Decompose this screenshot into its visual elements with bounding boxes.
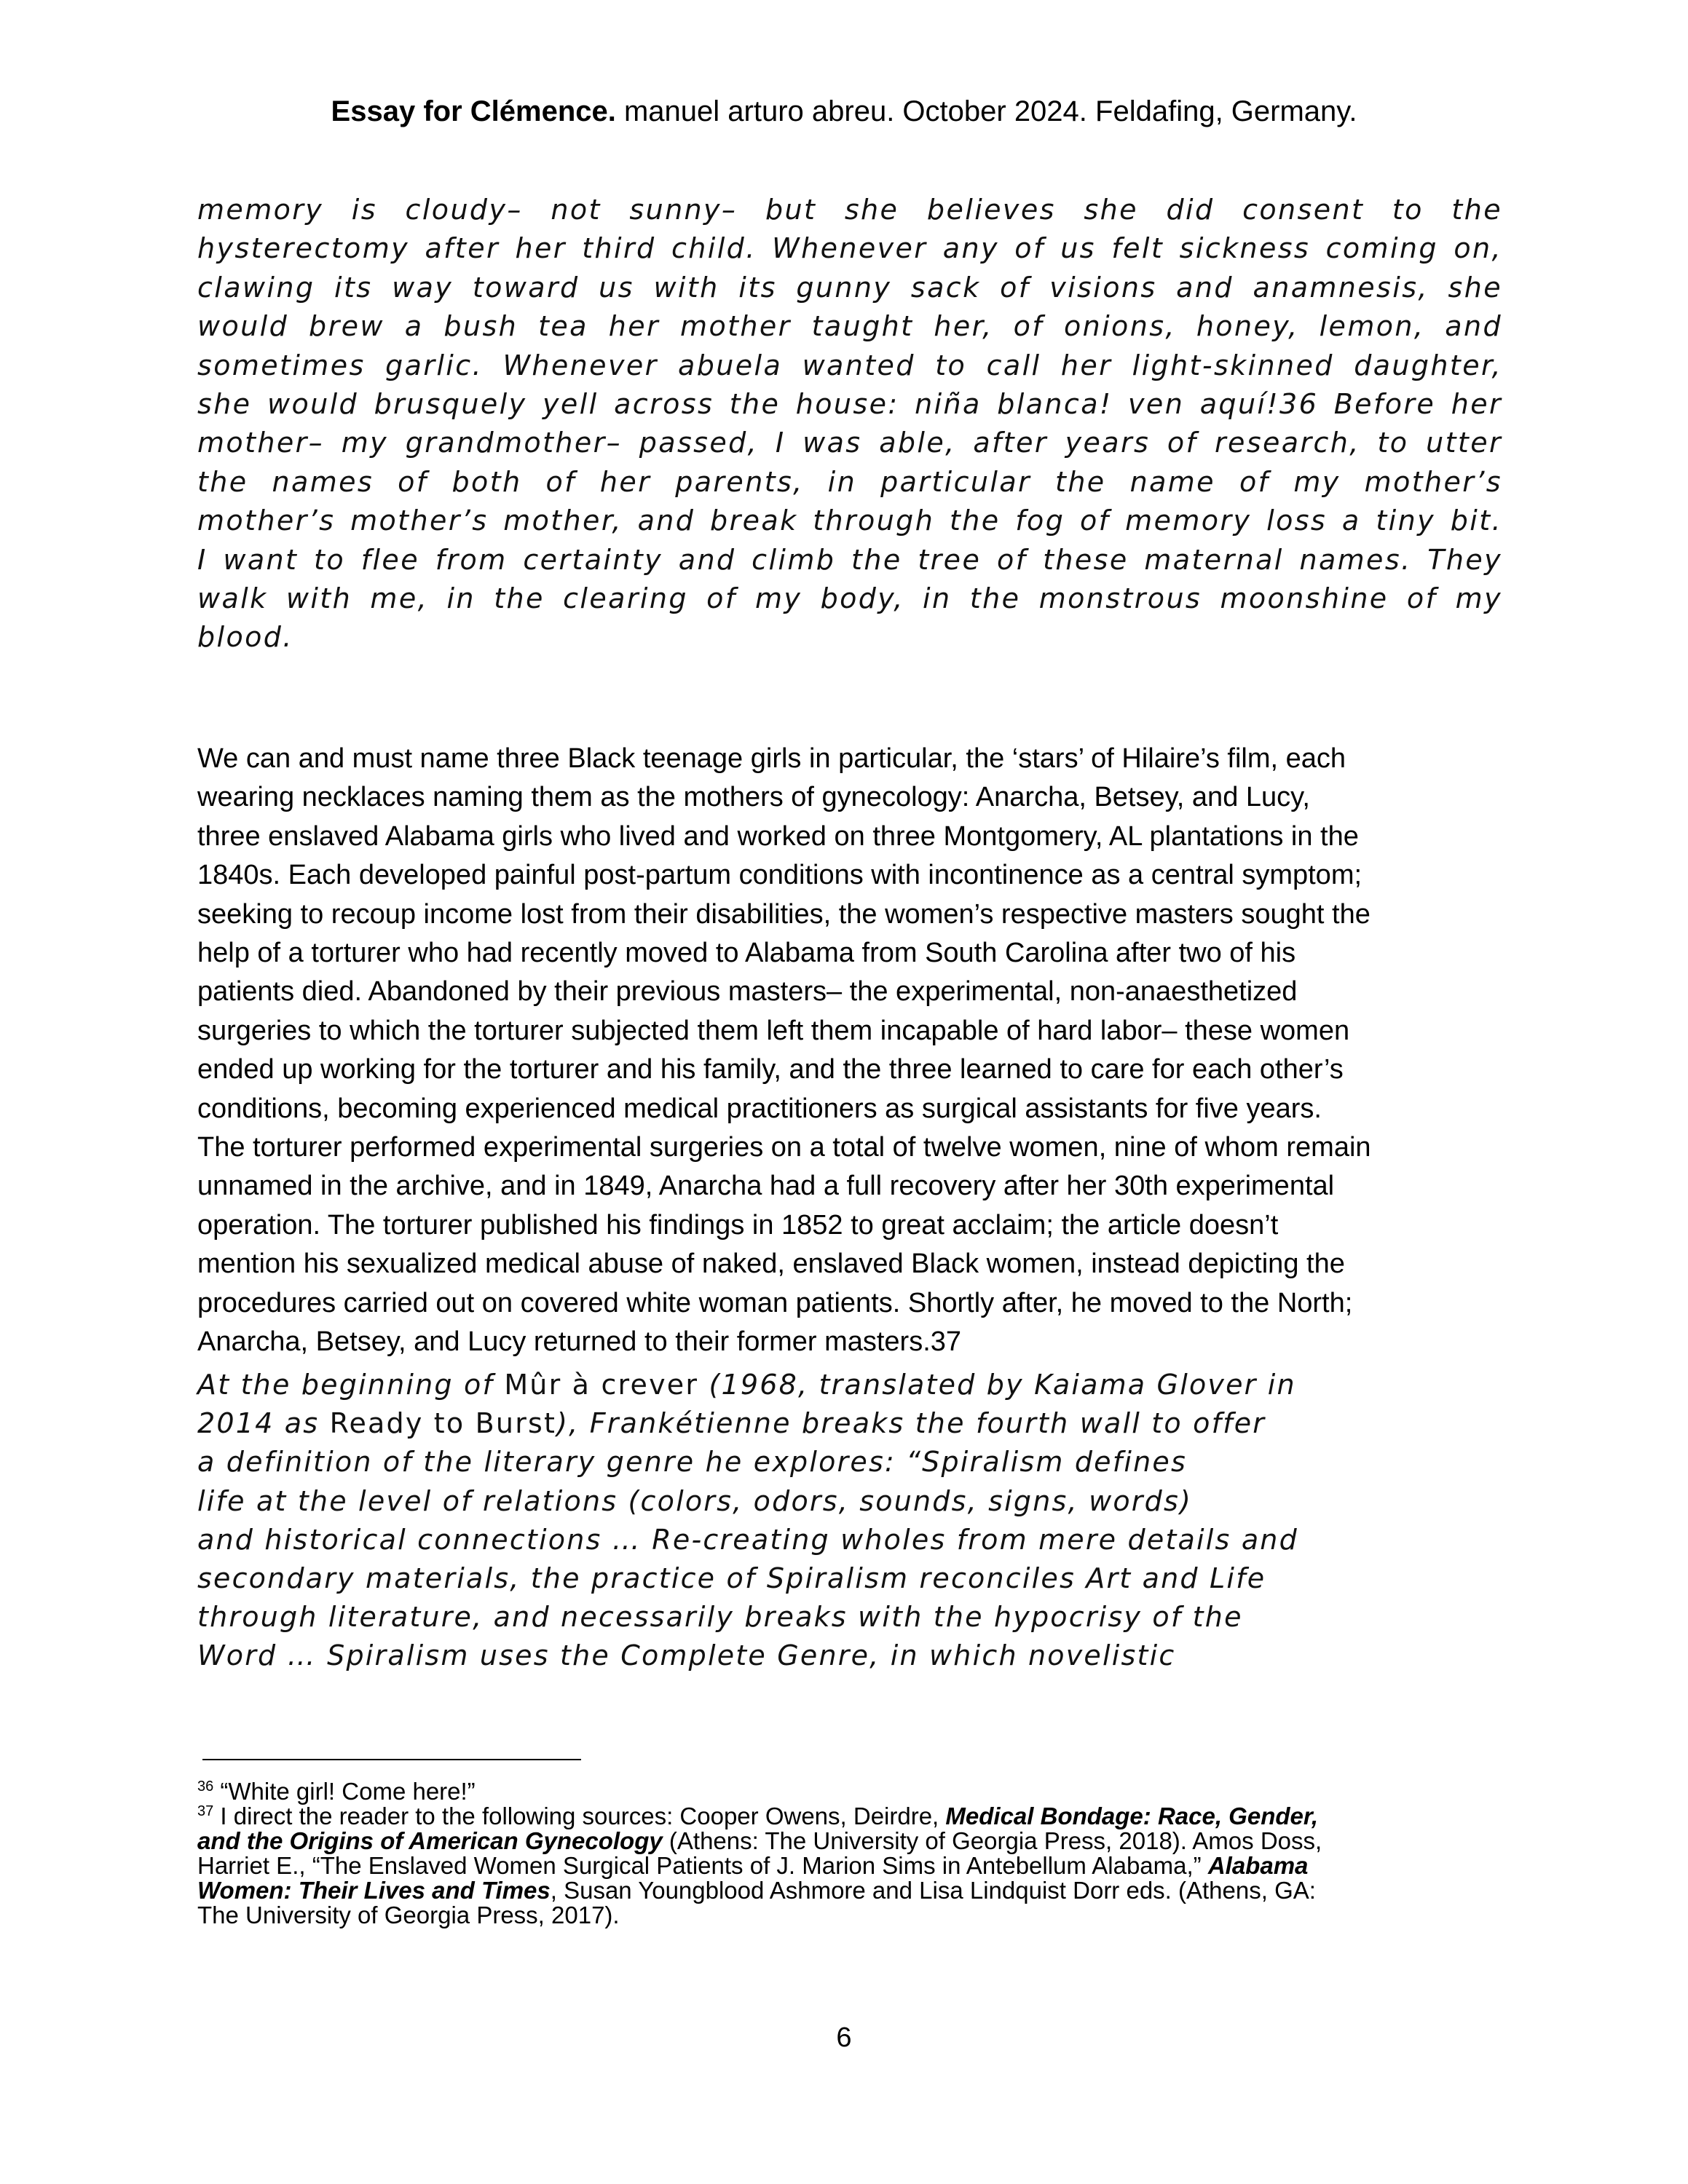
text-line: help of a torturer who had recently moved to Alabama from South Carolina after two of his: [197, 938, 1296, 969]
page-number: 6: [836, 2022, 852, 2053]
text-run: I direct the reader to the following sources: Cooper Owens, Deirdre,: [213, 1803, 946, 1829]
text-line: operation. The torturer published his findings in 1852 to great acclaim; the article doesn’t: [197, 1209, 1279, 1241]
text-line: [197, 1404, 1502, 1443]
text-line: conditions, becoming experienced medical practitioners as surgical assistants for five years.: [197, 1093, 1322, 1124]
text-line: mother– my grandmother– passed, I was able, after years of research, to utter: [197, 427, 1502, 459]
text-line: blood.: [197, 621, 293, 654]
text-run: , Susan Youngblood Ashmore and Lisa Lindquist Dorr eds. (Athens, GA:: [550, 1877, 1316, 1904]
italic-memoir-paragraph: [197, 191, 1502, 657]
text-line: mention his sexualized medical abuse of naked, enslaved Black women, instead depicting the: [197, 1249, 1345, 1280]
text-line: ended up working for the torturer and his family, and the three learned to care for each other’s: [197, 1054, 1344, 1085]
text-line: memory is cloudy– not sunny– but she believes she did consent to the: [197, 194, 1502, 226]
footnote-37: [197, 1804, 1502, 1928]
body-paragraph: [197, 740, 1502, 1362]
text-line: three enslaved Alabama girls who lived and worked on three Montgomery, AL plantations in the: [197, 820, 1359, 852]
text-line: hysterectomy after her third child. Whenever any of us felt sickness coming on,: [197, 232, 1502, 265]
spiralism-quote-paragraph: [197, 1366, 1502, 1676]
text-line: [197, 1829, 1502, 1853]
essay-title: Essay for Clémence.: [331, 95, 616, 127]
text-line: the names of both of her parents, in particular the name of my mother’s: [197, 465, 1502, 498]
text-line: procedures carried out on covered white woman patients. Shortly after, he moved to the North;: [197, 1287, 1353, 1318]
text-line: [197, 1366, 1502, 1404]
text-line: seeking to recoup income lost from their disabilities, the women’s respective masters sought the: [197, 898, 1370, 930]
text-run: ), Frankétienne breaks the fourth wall to offer: [556, 1407, 1266, 1440]
text-run: Harriet E., “The Enslaved Women Surgical Patients of J. Marion Sims in Antebellum Alabama,”: [197, 1852, 1208, 1879]
text-line: [197, 1878, 1502, 1903]
book-title-mur-a-crever: Mûr à crever: [504, 1369, 699, 1401]
book-title-medical-bondage-cont: and the Origins of American Gynecology: [197, 1827, 663, 1854]
text-line: 1840s. Each developed painful post-partum conditions with incontinence as a central symptom;: [197, 860, 1362, 891]
book-title-ready-to-burst: Ready to Burst: [329, 1407, 557, 1440]
text-run: (Athens: The University of Georgia Press, 2018). Amos Doss,: [662, 1827, 1322, 1854]
text-line: she would brusquely yell across the house: niña blanca! ven aquí!36 Before her: [197, 388, 1502, 421]
text-line: unnamed in the archive, and in 1849, Anarcha had a full recovery after her 30th experimental: [197, 1171, 1335, 1202]
footnote-number: 36: [197, 1779, 214, 1795]
text-line: The torturer performed experimental surgeries on a total of twelve women, nine of whom remain: [197, 1132, 1371, 1163]
footnote-text: “White girl! Come here!”: [213, 1778, 476, 1805]
text-line: I want to flee from certainty and climb the tree of these maternal names. They: [197, 543, 1502, 576]
text-line: wearing necklaces naming them as the mothers of gynecology: Anarcha, Betsey, and Lucy,: [197, 782, 1310, 813]
page-header: [0, 93, 1688, 130]
book-title-alabama-women-cont: Women: Their Lives and Times: [197, 1877, 551, 1904]
text-run: (1968, translated by Kaiama Glover in: [698, 1369, 1296, 1401]
text-run: At the beginning of: [197, 1369, 505, 1401]
text-line: and historical connections … Re-creating wholes from mere details and: [197, 1523, 1298, 1556]
text-line: [197, 1853, 1502, 1878]
text-line: walk with me, in the clearing of my body, in the monstrous moonshine of my: [197, 582, 1502, 615]
text-line: through literature, and necessarily breaks with the hypocrisy of the: [197, 1601, 1243, 1634]
text-line: surgeries to which the torturer subjected them left them incapable of hard labor– these women: [197, 1015, 1350, 1046]
text-line: a definition of the literary genre he explores: “Spiralism defines: [197, 1446, 1187, 1479]
text-line: life at the level of relations (colors, odors, sounds, signs, words): [197, 1484, 1192, 1517]
text-line: [197, 1804, 1502, 1829]
text-line: mother’s mother’s mother, and break through the fog of memory loss a tiny bit.: [197, 505, 1502, 537]
text-line: The University of Georgia Press, 2017).: [197, 1902, 620, 1928]
text-line: [197, 1779, 1502, 1804]
footnote-separator: [202, 1759, 581, 1760]
footnote-36: [197, 1779, 1502, 1804]
text-line: We can and must name three Black teenage girls in particular, the ‘stars’ of Hilaire’s film, each: [197, 743, 1346, 774]
text-line: clawing its way toward us with its gunny sack of visions and anamnesis, she: [197, 271, 1502, 304]
text-line: Word … Spiralism uses the Complete Genre, in which novelistic: [197, 1639, 1176, 1672]
text-run: 2014 as: [197, 1407, 330, 1440]
text-line: Anarcha, Betsey, and Lucy returned to their former masters.37: [197, 1326, 962, 1358]
book-title-alabama-women: Alabama: [1207, 1852, 1309, 1879]
footnote-number: 37: [197, 1803, 214, 1819]
text-line: patients died. Abandoned by their previous masters– the experimental, non-anaesthetized: [197, 976, 1298, 1008]
text-line: would brew a bush tea her mother taught her, of onions, honey, lemon, and: [197, 310, 1502, 343]
text-line: sometimes garlic. Whenever abuela wanted to call her light-skinned daughter,: [197, 349, 1502, 381]
author-date-location: manuel arturo abreu. October 2024. Feldafing, Germany.: [615, 95, 1357, 127]
footnotes: [197, 1779, 1502, 1928]
book-title-medical-bondage: Medical Bondage: Race, Gender,: [945, 1803, 1319, 1829]
text-line: secondary materials, the practice of Spiralism reconciles Art and Life: [197, 1562, 1266, 1595]
